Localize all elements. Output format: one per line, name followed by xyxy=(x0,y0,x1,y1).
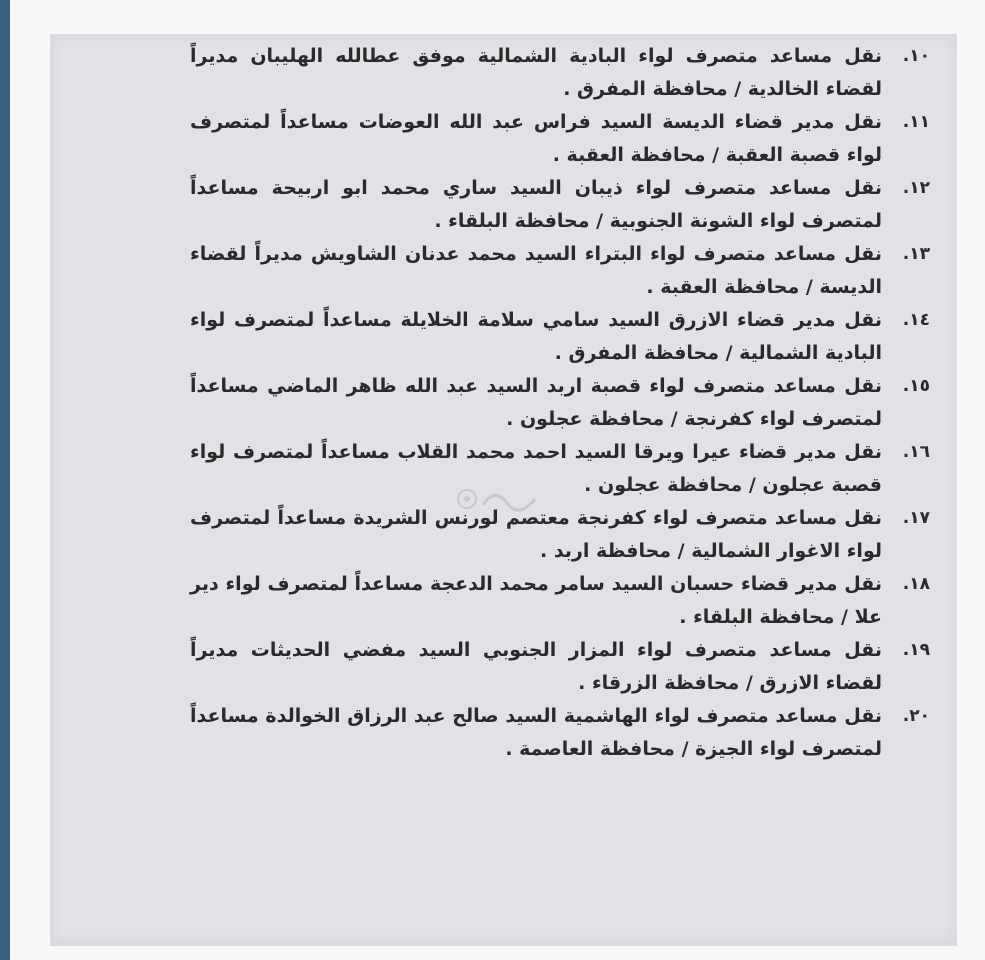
list-item xyxy=(190,436,930,502)
entry-text: نقل مساعد متصرف لواء البادية الشمالية موفق عطالله الهليبان مديراً لقضاء الخالدية / محافظة المفرق . xyxy=(190,45,882,100)
list-item xyxy=(190,370,930,436)
list-item xyxy=(190,634,930,700)
list-item xyxy=(190,238,930,304)
entries-list xyxy=(190,40,930,766)
entry-text: نقل مدير قضاء الديسة السيد فراس عبد الله العوضات مساعداً لمتصرف لواء قصبة العقبة / محافظة العقبة . xyxy=(190,111,882,166)
entry-number: ١٧. xyxy=(902,508,930,528)
entry-number: ١٣. xyxy=(902,244,930,264)
entry-number: ١٦. xyxy=(902,442,930,462)
list-item xyxy=(190,304,930,370)
list-item xyxy=(190,40,930,106)
list-item xyxy=(190,700,930,766)
entry-number: ١٠. xyxy=(902,46,930,66)
entry-text: نقل مساعد متصرف لواء الهاشمية السيد صالح عبد الرزاق الخوالدة مساعداً لمتصرف لواء الجيزة / محافظة العاصمة . xyxy=(190,705,882,760)
entry-text: نقل مساعد متصرف لواء المزار الجنوبي السيد مفضي الحديثات مديراً لقضاء الازرق / محافظة الزرقاء . xyxy=(190,639,882,694)
document-page xyxy=(50,34,957,946)
entry-number: ١١. xyxy=(902,112,930,132)
entry-text: نقل مساعد متصرف لواء البتراء السيد محمد عدنان الشاويش مديراً لقضاء الديسة / محافظة العقبة . xyxy=(190,243,882,298)
list-item xyxy=(190,568,930,634)
entry-text: نقل مدير قضاء عيرا ويرقا السيد احمد محمد القلاب مساعداً لمتصرف لواء قصبة عجلون / محافظة عجلون . xyxy=(190,441,882,496)
entry-text: نقل مساعد متصرف لواء ذيبان السيد ساري محمد ابو اربيحة مساعداً لمتصرف لواء الشونة الجنوبية / محافظة البلقاء . xyxy=(190,177,882,232)
entry-text: نقل مدير قضاء حسبان السيد سامر محمد الدعجة مساعداً لمتصرف لواء دير علا / محافظة البلقاء . xyxy=(190,573,882,628)
entry-number: ١٢. xyxy=(902,178,930,198)
entry-number: ١٩. xyxy=(902,640,930,660)
entry-number: ١٤. xyxy=(902,310,930,330)
entry-text: نقل مدير قضاء الازرق السيد سامي سلامة الخلايلة مساعداً لمتصرف لواء البادية الشمالية / محافظة المفرق . xyxy=(190,309,882,364)
entry-text: نقل مساعد متصرف لواء كفرنجة معتصم لورنس الشريدة مساعداً لمتصرف لواء الاغوار الشمالية / محافظة اربد . xyxy=(190,507,882,562)
list-item xyxy=(190,172,930,238)
entry-number: ١٥. xyxy=(902,376,930,396)
watermark-logo xyxy=(455,479,545,519)
entry-text: نقل مساعد متصرف لواء قصبة اربد السيد عبد الله ظاهر الماضي مساعداً لمتصرف لواء كفرنجة / محافظة عجلون . xyxy=(190,375,882,430)
left-edge-stripe xyxy=(0,0,10,960)
entry-number: ٢٠. xyxy=(902,706,930,726)
entry-number: ١٨. xyxy=(902,574,930,594)
list-item xyxy=(190,106,930,172)
list-item xyxy=(190,502,930,568)
